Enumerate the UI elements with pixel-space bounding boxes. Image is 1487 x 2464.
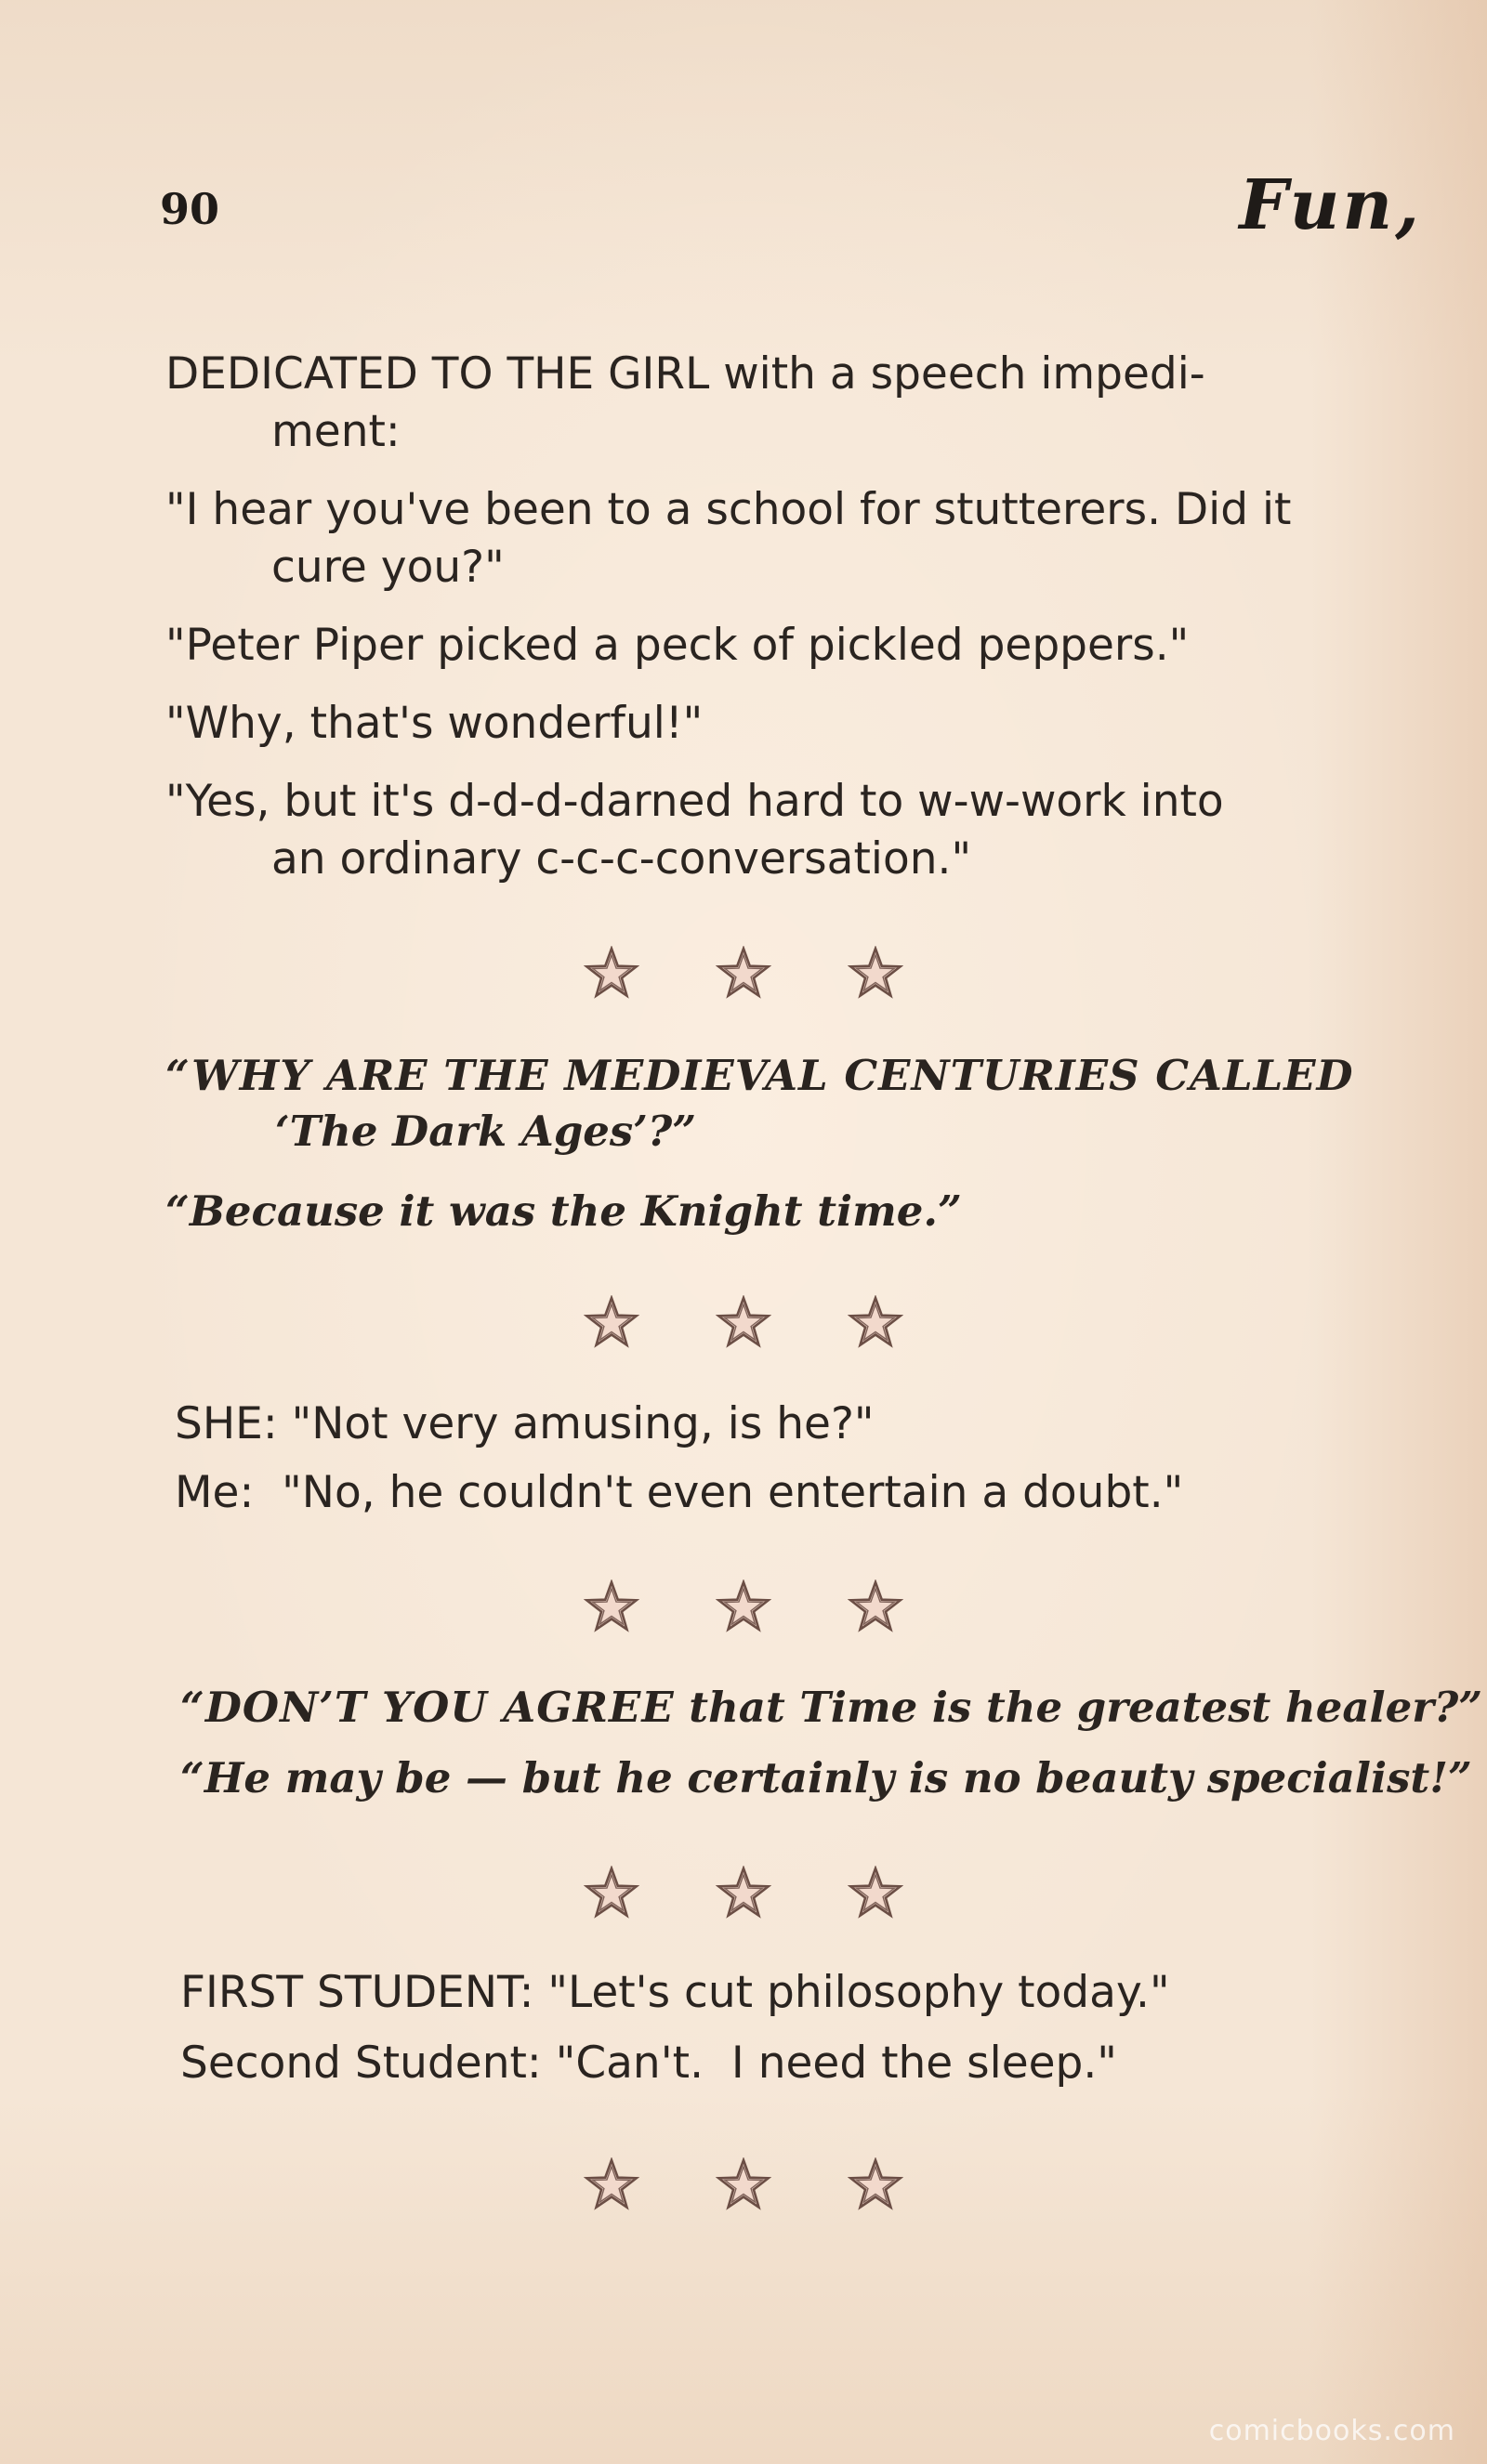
joke-line: “He may be — but he certainly is no beauty specialist!” [180,1753,1472,1802]
joke-line: “Because it was the Knight time.” [165,1186,962,1236]
star-outline-icon [584,946,639,1002]
joke-line: "Yes, but it's d-d-d-darned hard to w-w-work into [165,776,1224,827]
joke-text: that Time is the greatest healer?” [674,1683,1483,1732]
joke-line: an ordinary c-c-c-conversation." [271,833,972,885]
star-outline-icon [848,946,903,1002]
star-divider [0,946,1487,1002]
joke-line: ment: [271,406,401,457]
joke-amusing [175,1396,1448,1522]
joke-line: ‘The Dark Ages’?” [275,1107,697,1156]
joke-line: "Why, that's wonderful!" [165,698,704,749]
star-outline-icon [716,1866,771,1921]
running-head: Fun, [1239,165,1422,245]
star-divider [0,1579,1487,1635]
star-outline-icon [716,946,771,1002]
joke-line: Second Student: "Can't. I need the sleep." [180,2038,1117,2089]
star-outline-icon [716,1295,771,1351]
star-outline-icon [848,1866,903,1921]
joke-line: "I hear you've been to a school for stutterers. Did it [165,484,1292,535]
watermark: comicbooks.com [1208,2415,1455,2447]
joke-line [180,1680,1483,1736]
star-outline-icon [584,1295,639,1351]
joke-line: “WHY ARE THE MEDIEVAL CENTURIES CALLED [165,1051,1354,1100]
star-outline-icon [584,2157,639,2213]
joke-line [165,346,1439,403]
star-outline-icon [716,1579,771,1635]
star-outline-icon [584,1579,639,1635]
joke-line: cure you?" [271,542,505,593]
joke-line: FIRST STUDENT: "Let's cut philosophy today." [180,1967,1170,2018]
star-outline-icon [848,2157,903,2213]
star-divider [0,1295,1487,1351]
joke-lead-caps: DEDICATED TO THE GIRL [165,348,710,400]
star-divider [0,1866,1487,1921]
joke-healer [180,1680,1483,1806]
joke-stutter [165,346,1439,888]
joke-text: with a speech impedi- [709,348,1205,400]
joke-lead-caps: “DON’T YOU AGREE [180,1683,675,1732]
joke-medieval [165,1048,1439,1239]
star-outline-icon [716,2157,771,2213]
page-number: 90 [160,184,220,234]
star-outline-icon [848,1579,903,1635]
joke-students [180,1964,1454,2092]
star-outline-icon [584,1866,639,1921]
star-outline-icon [848,1295,903,1351]
star-divider [0,2157,1487,2213]
joke-line: SHE: "Not very amusing, is he?" [175,1398,875,1449]
joke-line: Me: "No, he couldn't even entertain a doubt." [175,1467,1184,1518]
joke-line: "Peter Piper picked a peck of pickled peppers." [165,620,1190,671]
